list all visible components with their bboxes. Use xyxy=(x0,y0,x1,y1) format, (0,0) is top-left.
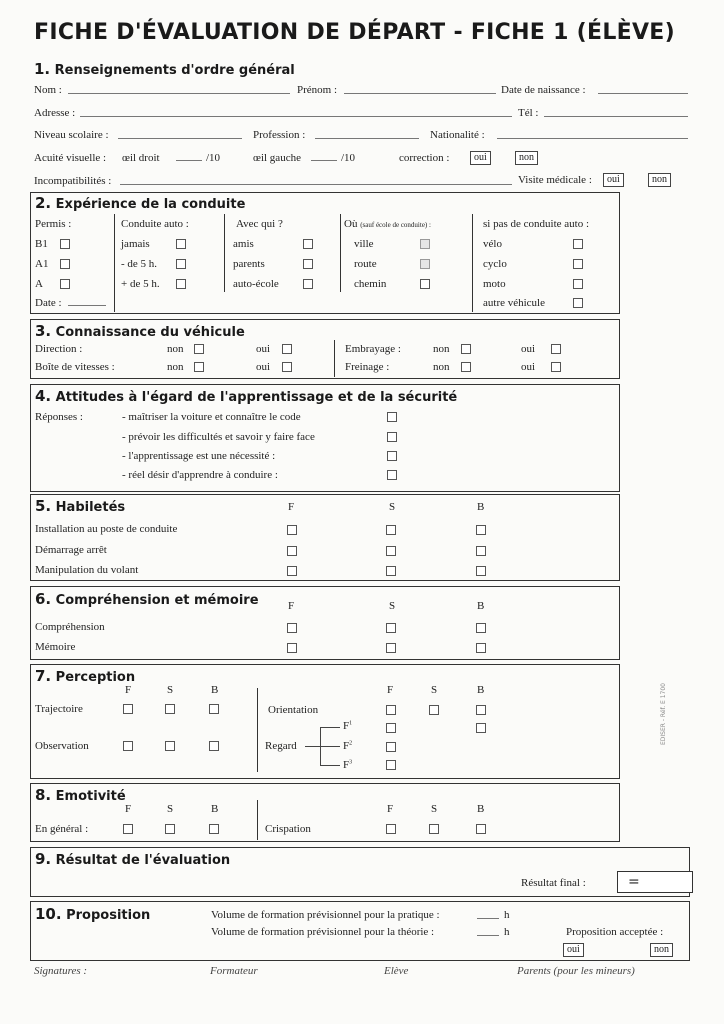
oeil-droit-field[interactable] xyxy=(176,160,202,161)
resultat-final-field[interactable]: = xyxy=(617,871,693,893)
comprehension-item: Compréhension xyxy=(35,621,105,633)
general-s-checkbox[interactable] xyxy=(165,824,175,834)
conduite-jamais-checkbox[interactable] xyxy=(176,239,186,249)
regard-f3-sup: 3 xyxy=(349,759,353,766)
s6-col-s: S xyxy=(389,600,396,612)
regard-bracket-stem xyxy=(305,746,320,747)
permis-item: A1 xyxy=(35,258,49,270)
reponses-label: Réponses : xyxy=(35,411,83,423)
embrayage-label: Embrayage : xyxy=(345,343,401,355)
trajectoire-b-checkbox[interactable] xyxy=(209,704,219,714)
section-7-number: 7. xyxy=(35,667,52,685)
sipas-moto-checkbox[interactable] xyxy=(573,279,583,289)
pratique-label: Volume de formation prévisionnel pour la pratique : xyxy=(211,909,440,921)
s2-divider-1 xyxy=(114,214,115,312)
habilete-1-b-checkbox[interactable] xyxy=(476,525,486,535)
resultat-final-label: Résultat final : xyxy=(521,877,586,889)
direction-oui-label: oui xyxy=(256,343,271,355)
habilete-3-s-checkbox[interactable] xyxy=(386,566,396,576)
ou-item: ville xyxy=(354,238,374,250)
memoire-f-checkbox[interactable] xyxy=(287,643,297,653)
conduite-item: jamais xyxy=(121,238,150,250)
section-3-heading xyxy=(35,322,245,340)
direction-non-checkbox[interactable] xyxy=(194,344,204,354)
naissance-label: Date de naissance : xyxy=(501,84,586,96)
permis-date-field[interactable] xyxy=(68,305,106,306)
s5-col-b: B xyxy=(477,501,485,513)
observation-f-checkbox[interactable] xyxy=(123,741,133,751)
sipas-autre-checkbox[interactable] xyxy=(573,298,583,308)
comprehension-b-checkbox[interactable] xyxy=(476,623,486,633)
sipas-velo-checkbox[interactable] xyxy=(573,239,583,249)
regard-f3-label xyxy=(343,759,352,771)
s8-right-col-s: S xyxy=(431,803,438,815)
general-b-checkbox[interactable] xyxy=(209,824,219,834)
attitude-item: - l'apprentissage est une nécessité : xyxy=(122,450,276,462)
regard-f1-checkbox[interactable] xyxy=(386,723,396,733)
s6-col-b: B xyxy=(477,600,485,612)
freinage-non-checkbox[interactable] xyxy=(461,362,471,372)
embrayage-non-label: non xyxy=(433,343,450,355)
trajectoire-label: Trajectoire xyxy=(35,703,83,715)
habilete-1-f-checkbox[interactable] xyxy=(287,525,297,535)
s8-right-col-f: F xyxy=(387,803,394,815)
visite-label: Visite médicale : xyxy=(518,174,592,186)
comprehension-s-checkbox[interactable] xyxy=(386,623,396,633)
crispation-label: Crispation xyxy=(265,823,311,835)
correction-label: correction : xyxy=(399,152,450,164)
visite-non-button[interactable]: non xyxy=(648,173,671,187)
regard-f2-letter: F xyxy=(343,740,350,752)
section-8-heading xyxy=(35,786,126,804)
pratique-unit: h xyxy=(504,909,510,921)
s7-left-col-s: S xyxy=(167,684,174,696)
adresse-label: Adresse : xyxy=(34,107,76,119)
attitude-item: - prévoir les difficultés et savoir y faire face xyxy=(122,431,315,443)
regard-f3-letter: F xyxy=(343,759,350,771)
ou-route-checkbox[interactable] xyxy=(420,259,430,269)
permis-date-label: Date : xyxy=(35,297,62,309)
theorie-field[interactable] xyxy=(477,935,499,936)
regard-f1-sup: 1 xyxy=(349,720,353,727)
observation-s-checkbox[interactable] xyxy=(165,741,175,751)
boite-label: Boîte de vitesses : xyxy=(35,361,115,373)
conduite-item: - de 5 h. xyxy=(121,258,158,270)
page-title: FICHE D'ÉVALUATION DE DÉPART - FICHE 1 (ÉLÈVE) xyxy=(34,20,675,45)
habilete-2-s-checkbox[interactable] xyxy=(386,546,396,556)
freinage-oui-checkbox[interactable] xyxy=(551,362,561,372)
section-1-heading xyxy=(34,60,295,78)
s3-divider xyxy=(334,340,335,377)
pratique-field[interactable] xyxy=(477,918,499,919)
habilete-3-b-checkbox[interactable] xyxy=(476,566,486,576)
s8-left-col-s: S xyxy=(167,803,174,815)
regard-bracket-mid xyxy=(320,746,340,747)
section-7-heading xyxy=(35,667,135,685)
s8-right-col-b: B xyxy=(477,803,485,815)
avec-item: auto-école xyxy=(233,278,279,290)
section-9-number: 9. xyxy=(35,850,52,868)
sipas-cyclo-checkbox[interactable] xyxy=(573,259,583,269)
direction-oui-checkbox[interactable] xyxy=(282,344,292,354)
embrayage-oui-label: oui xyxy=(521,343,536,355)
attitude-item: - maîtriser la voiture et connaître le code xyxy=(122,411,301,423)
conduite-header: Conduite auto : xyxy=(121,218,189,230)
crispation-f-checkbox[interactable] xyxy=(386,824,396,834)
regard-bracket-top xyxy=(320,727,340,728)
ou-header xyxy=(344,218,431,230)
attitude-2-checkbox[interactable] xyxy=(387,432,397,442)
avec-amis-checkbox[interactable] xyxy=(303,239,313,249)
visite-oui-button[interactable]: oui xyxy=(603,173,624,187)
section-9-heading xyxy=(35,850,230,868)
permis-b1-checkbox[interactable] xyxy=(60,239,70,249)
habilete-3-f-checkbox[interactable] xyxy=(287,566,297,576)
permis-item: B1 xyxy=(35,238,48,250)
habilete-item: Manipulation du volant xyxy=(35,564,139,576)
boite-oui-label: oui xyxy=(256,361,271,373)
prenom-field[interactable] xyxy=(344,93,496,94)
section-1-title: Renseignements d'ordre général xyxy=(54,63,295,78)
orientation-s-checkbox[interactable] xyxy=(429,705,439,715)
direction-label: Direction : xyxy=(35,343,83,355)
memoire-item: Mémoire xyxy=(35,641,76,653)
ou-label: Où xyxy=(344,218,358,230)
s7-divider xyxy=(257,688,258,772)
avec-autoecole-checkbox[interactable] xyxy=(303,279,313,289)
orientation-b-checkbox[interactable] xyxy=(476,705,486,715)
permis-header: Permis : xyxy=(35,218,72,230)
eleve-label[interactable]: Elève xyxy=(384,965,409,977)
ou-note: (sauf école de conduite) : xyxy=(360,221,431,229)
section-8-title: Emotivité xyxy=(55,789,126,804)
naissance-field[interactable] xyxy=(598,93,688,94)
avec-item: amis xyxy=(233,238,254,250)
signatures-label: Signatures : xyxy=(34,965,88,977)
tel-label: Tél : xyxy=(518,107,539,119)
regard-f2-checkbox[interactable] xyxy=(386,742,396,752)
section-1-number: 1. xyxy=(34,60,51,78)
freinage-oui-label: oui xyxy=(521,361,536,373)
sipas-header: si pas de conduite auto : xyxy=(483,218,590,230)
nationalite-label: Nationalité : xyxy=(430,129,485,141)
trajectoire-f-checkbox[interactable] xyxy=(123,704,133,714)
section-4-heading xyxy=(35,387,457,405)
section-5-heading xyxy=(35,497,125,515)
prenom-label: Prénom : xyxy=(297,84,338,96)
adresse-field[interactable] xyxy=(80,116,512,117)
section-10-number: 10. xyxy=(35,905,62,923)
niveau-field[interactable] xyxy=(118,138,242,139)
correction-oui-button[interactable]: oui xyxy=(470,151,491,165)
acceptee-non-button[interactable]: non xyxy=(650,943,673,957)
sipas-item: cyclo xyxy=(483,258,507,270)
embrayage-non-checkbox[interactable] xyxy=(461,344,471,354)
s8-left-col-f: F xyxy=(125,803,132,815)
orientation-b2-checkbox[interactable] xyxy=(476,723,486,733)
incompat-label: Incompatibilités : xyxy=(34,175,112,187)
avec-header: Avec qui ? xyxy=(236,218,283,230)
s7-left-col-f: F xyxy=(125,684,132,696)
attitude-item: - réel désir d'apprendre à conduire : xyxy=(122,469,278,481)
s6-col-f: F xyxy=(288,600,295,612)
sipas-item: autre véhicule xyxy=(483,297,545,309)
conduite-item: + de 5 h. xyxy=(121,278,160,290)
boite-oui-checkbox[interactable] xyxy=(282,362,292,372)
avec-parents-checkbox[interactable] xyxy=(303,259,313,269)
embrayage-oui-checkbox[interactable] xyxy=(551,344,561,354)
profession-label: Profession : xyxy=(253,129,306,141)
avec-item: parents xyxy=(233,258,265,270)
ou-ville-checkbox[interactable] xyxy=(420,239,430,249)
theorie-label: Volume de formation prévisionnel pour la théorie : xyxy=(211,926,435,938)
acuite-label: Acuité visuelle : xyxy=(34,152,107,164)
freinage-non-label: non xyxy=(433,361,450,373)
s7-right-col-f: F xyxy=(387,684,394,696)
section-2-number: 2. xyxy=(35,194,52,212)
section-6-title: Compréhension et mémoire xyxy=(55,593,259,608)
correction-non-button[interactable]: non xyxy=(515,151,538,165)
s7-right-col-b: B xyxy=(477,684,485,696)
section-6-number: 6. xyxy=(35,590,52,608)
regard-f3-checkbox[interactable] xyxy=(386,760,396,770)
section-10-heading xyxy=(35,905,150,923)
parents-label[interactable]: Parents (pour les mineurs) xyxy=(517,965,635,977)
s8-left-col-b: B xyxy=(211,803,219,815)
general-label: En général : xyxy=(35,823,89,835)
observation-b-checkbox[interactable] xyxy=(209,741,219,751)
trajectoire-s-checkbox[interactable] xyxy=(165,704,175,714)
section-7-title: Perception xyxy=(55,670,136,685)
oeil-droit-unit: /10 xyxy=(206,152,221,164)
section-8-number: 8. xyxy=(35,786,52,804)
attitude-1-checkbox[interactable] xyxy=(387,412,397,422)
conduite-plus5-checkbox[interactable] xyxy=(176,279,186,289)
section-5-title: Habiletés xyxy=(55,500,126,515)
s2-divider-3 xyxy=(340,214,341,292)
oeil-gauche-label: œil gauche xyxy=(253,152,301,164)
section-4-number: 4. xyxy=(35,387,52,405)
section-4-title: Attitudes à l'égard de l'apprentissage et de la sécurité xyxy=(55,390,458,405)
direction-non-label: non xyxy=(167,343,184,355)
section-9-title: Résultat de l'évaluation xyxy=(55,853,231,868)
habilete-1-s-checkbox[interactable] xyxy=(386,525,396,535)
oeil-gauche-field[interactable] xyxy=(311,160,337,161)
habilete-2-b-checkbox[interactable] xyxy=(476,546,486,556)
ou-item: route xyxy=(354,258,377,270)
theorie-unit: h xyxy=(504,926,510,938)
regard-f1-letter: F xyxy=(343,720,350,732)
section-2-heading xyxy=(35,194,245,212)
oeil-droit-label: œil droit xyxy=(122,152,160,164)
acceptee-oui-button[interactable]: oui xyxy=(563,943,584,957)
orientation-label: Orientation xyxy=(268,704,319,716)
s2-divider-2 xyxy=(224,214,225,292)
regard-bracket-bottom xyxy=(320,765,340,766)
s8-divider xyxy=(257,800,258,840)
ou-item: chemin xyxy=(354,278,387,290)
permis-item: A xyxy=(35,278,43,290)
incompat-field[interactable] xyxy=(120,184,512,185)
s2-divider-4 xyxy=(472,214,473,312)
crispation-b-checkbox[interactable] xyxy=(476,824,486,834)
regard-f2-sup: 2 xyxy=(349,740,353,747)
regard-label: Regard xyxy=(265,740,297,752)
tel-field[interactable] xyxy=(544,116,688,117)
permis-a1-checkbox[interactable] xyxy=(60,259,70,269)
regard-f2-label xyxy=(343,740,352,752)
section-2-title: Expérience de la conduite xyxy=(55,197,246,212)
sipas-item: vélo xyxy=(483,238,502,250)
s5-col-f: F xyxy=(288,501,295,513)
permis-a-checkbox[interactable] xyxy=(60,279,70,289)
habilete-item: Installation au poste de conduite xyxy=(35,523,178,535)
observation-label: Observation xyxy=(35,740,89,752)
regard-f1-label xyxy=(343,720,352,732)
s7-right-col-s: S xyxy=(431,684,438,696)
freinage-label: Freinage : xyxy=(345,361,390,373)
nom-label: Nom : xyxy=(34,84,62,96)
attitude-4-checkbox[interactable] xyxy=(387,470,397,480)
oeil-gauche-unit: /10 xyxy=(341,152,356,164)
margin-reference-code: EDISER - Réf. E 1700 xyxy=(660,683,667,745)
niveau-label: Niveau scolaire : xyxy=(34,129,109,141)
crispation-s-checkbox[interactable] xyxy=(429,824,439,834)
section-5-number: 5. xyxy=(35,497,52,515)
orientation-f-checkbox[interactable] xyxy=(386,705,396,715)
s5-col-s: S xyxy=(389,501,396,513)
section-3-number: 3. xyxy=(35,322,52,340)
general-f-checkbox[interactable] xyxy=(123,824,133,834)
section-6-heading xyxy=(35,590,259,608)
memoire-s-checkbox[interactable] xyxy=(386,643,396,653)
habilete-2-f-checkbox[interactable] xyxy=(287,546,297,556)
sipas-item: moto xyxy=(483,278,506,290)
s7-left-col-b: B xyxy=(211,684,219,696)
attitude-3-checkbox[interactable] xyxy=(387,451,397,461)
profession-field[interactable] xyxy=(315,138,419,139)
boite-non-checkbox[interactable] xyxy=(194,362,204,372)
ou-chemin-checkbox[interactable] xyxy=(420,279,430,289)
comprehension-f-checkbox[interactable] xyxy=(287,623,297,633)
boite-non-label: non xyxy=(167,361,184,373)
nom-field[interactable] xyxy=(68,93,290,94)
habilete-item: Démarrage arrêt xyxy=(35,544,107,556)
nationalite-field[interactable] xyxy=(497,138,688,139)
section-10-title: Proposition xyxy=(66,908,151,923)
formateur-label[interactable]: Formateur xyxy=(210,965,258,977)
acceptee-label: Proposition acceptée : xyxy=(566,926,664,938)
memoire-b-checkbox[interactable] xyxy=(476,643,486,653)
section-3-title: Connaissance du véhicule xyxy=(55,325,245,340)
conduite-moins5-checkbox[interactable] xyxy=(176,259,186,269)
